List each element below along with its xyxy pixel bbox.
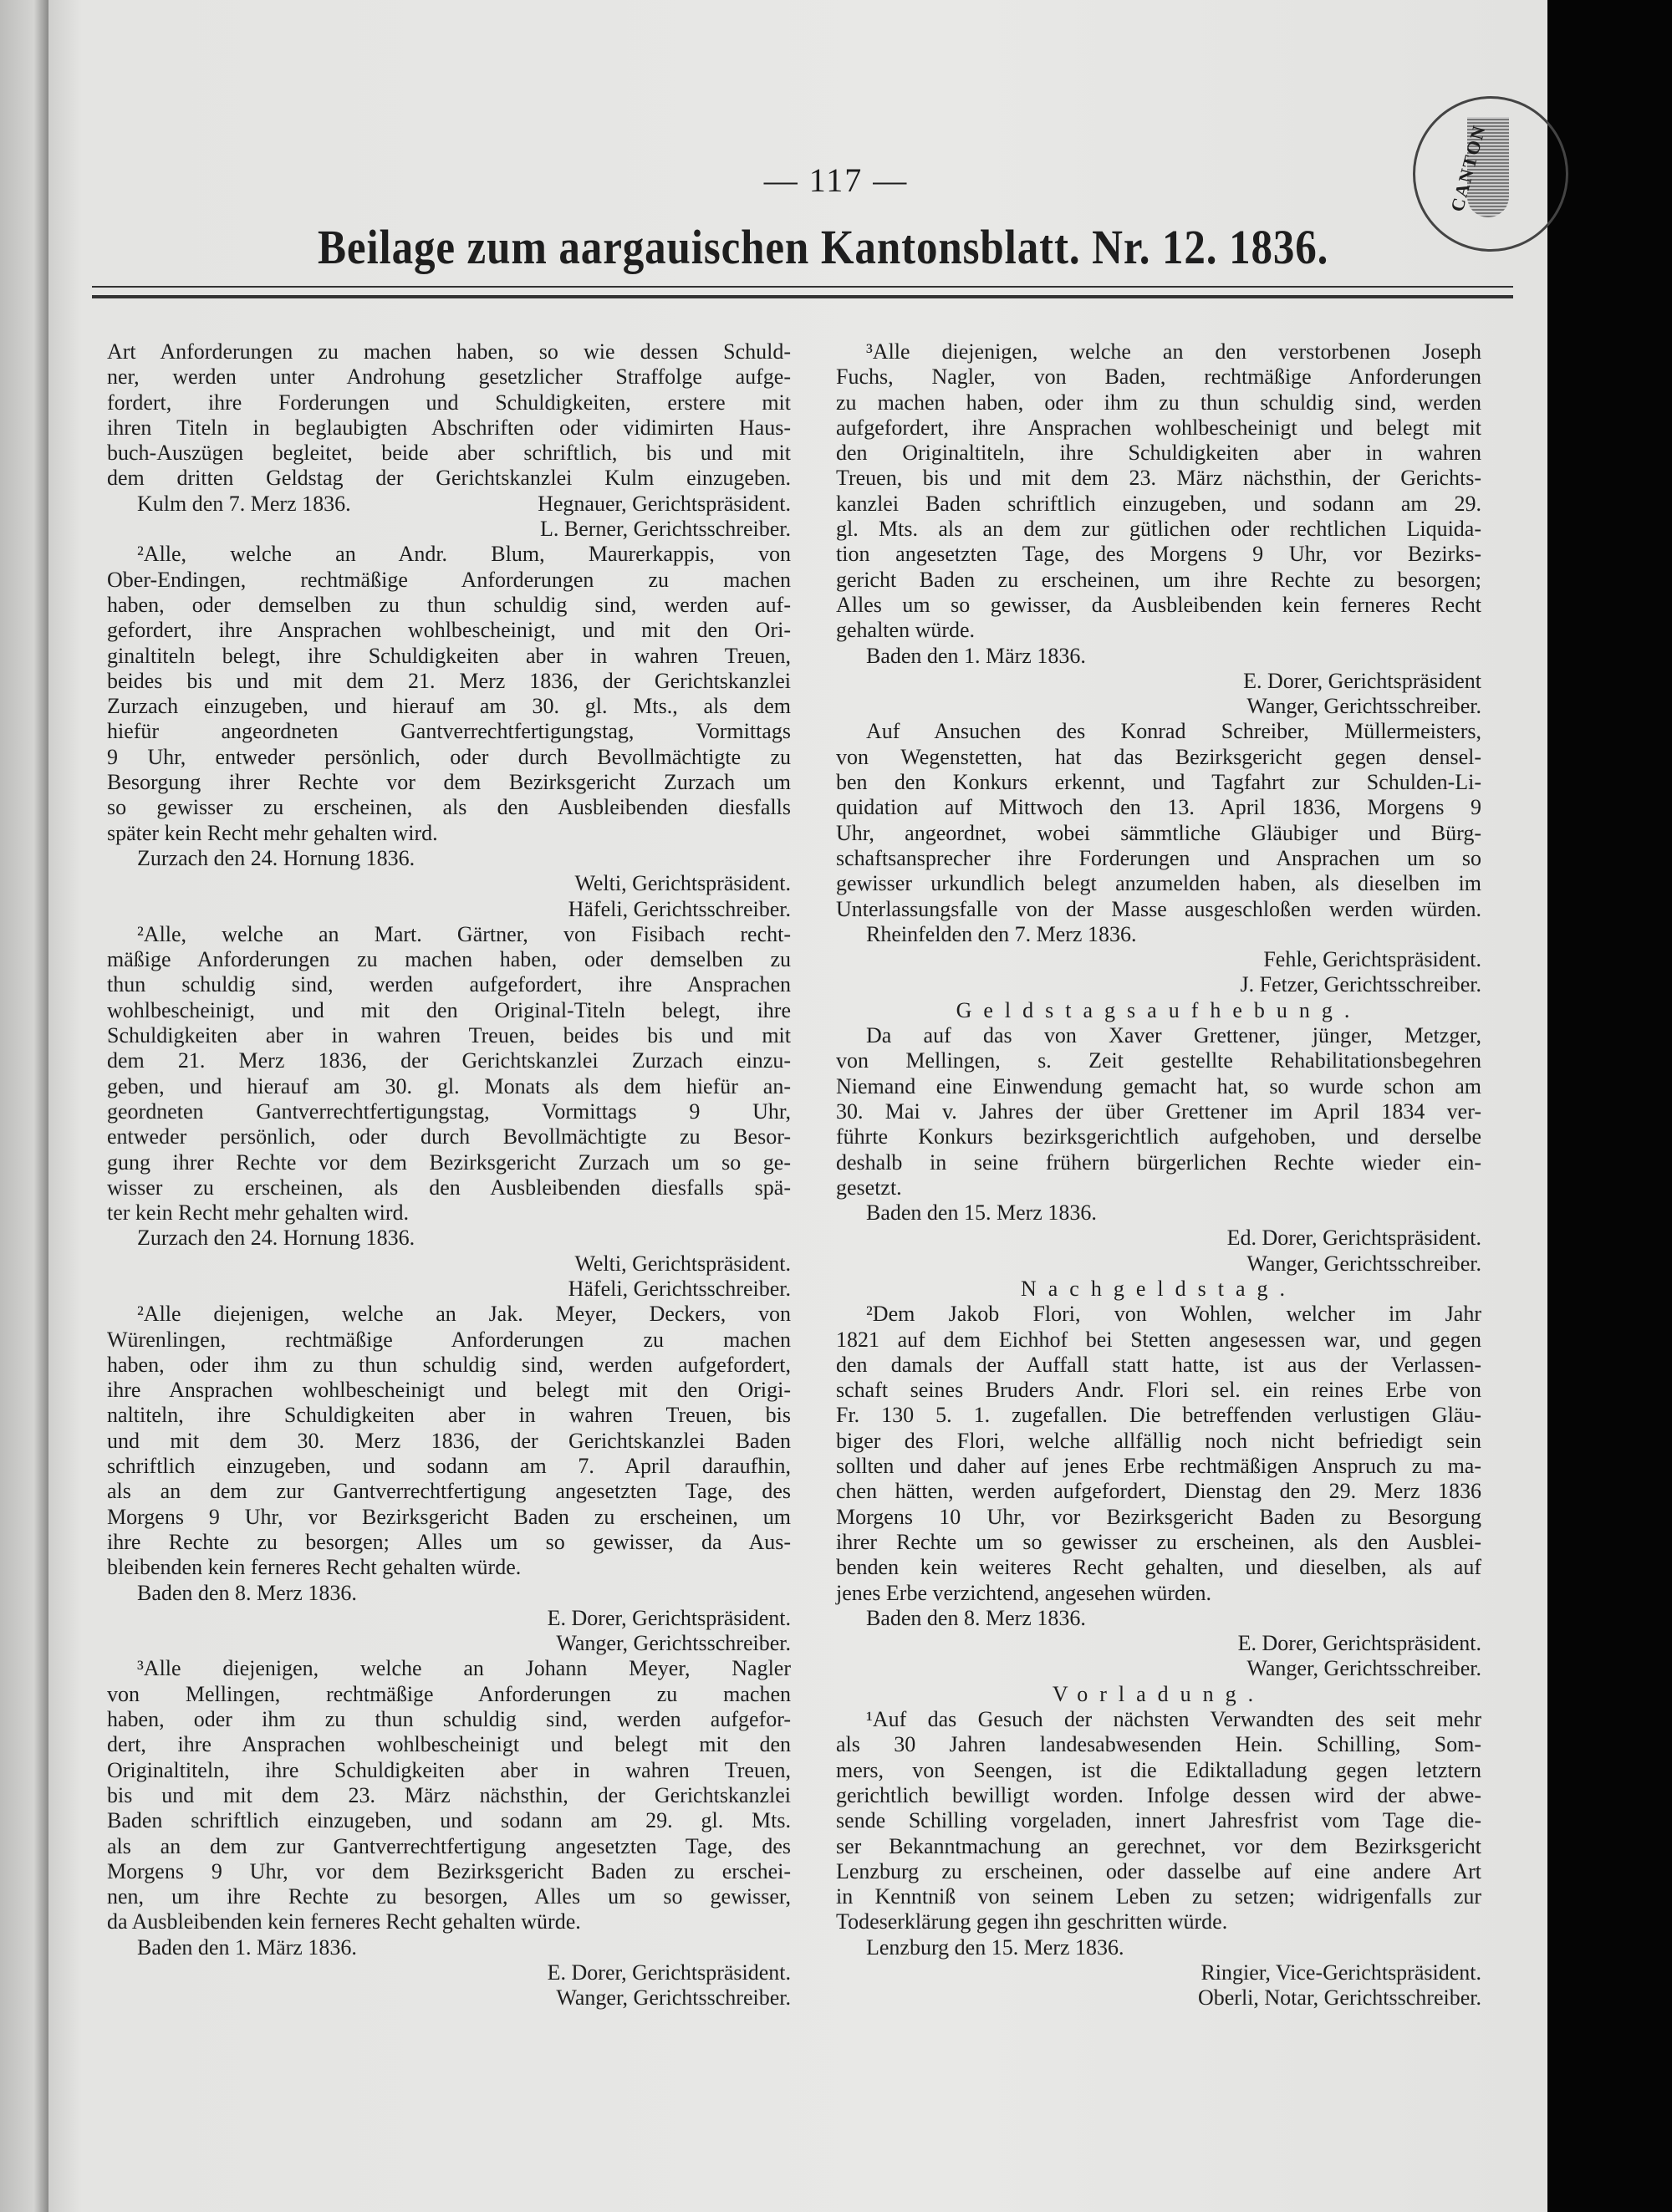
text-line: Lenzburg den 15. Merz 1836. <box>866 1934 1124 1960</box>
text-line: Art Anforderungen zu machen haben, so wie dessen Schuld- <box>107 339 791 364</box>
text-line: dert, ihre Ansprachen wohlbescheinigt und belegt mit den <box>107 1732 791 1757</box>
page-title: Beilage zum aargauischen Kantonsblatt. Nr. 12. 1836. <box>318 220 1329 274</box>
section-heading: Geldstagsaufhebung. <box>956 997 1362 1022</box>
text-line: gesetzt. <box>836 1175 902 1200</box>
text-line: Auf Ansuchen des Konrad Schreiber, Müllermeisters, <box>866 719 1481 744</box>
text-line: Baden den 1. März 1836. <box>866 643 1086 668</box>
text-line: geordneten Gantverrechtfertigungstag, Vormittags 9 Uhr, <box>107 1098 791 1124</box>
text-line: 30. Mai v. Jahres der über Grettener im April 1834 ver- <box>836 1098 1481 1124</box>
previous-page-edge <box>0 0 48 2212</box>
signature-line: Wanger, Gerichtsschreiber. <box>1246 1251 1481 1276</box>
right-column <box>836 339 1481 2011</box>
text-line: 9 Uhr, entweder persönlich, oder durch Bevollmächtigte zu <box>107 744 791 769</box>
text-line: Baden schriftlich einzugeben, und sodann am 29. gl. Mts. <box>107 1808 791 1833</box>
stamp-label: CANTON <box>1446 121 1490 214</box>
text-line: 1821 auf dem Eichhof bei Stetten angesessen war, und gegen <box>836 1327 1481 1352</box>
signature-line: E. Dorer, Gerichtspräsident. <box>547 1960 791 1985</box>
text-line: Morgens 9 Uhr, vor Bezirksgericht Baden zu erscheinen, um <box>107 1504 791 1529</box>
text-line: von Wegenstetten, hat das Bezirksgericht gegen densel- <box>836 744 1481 769</box>
text-line: ihre Rechte zu besorgen; Alles um so gewisser, da Aus- <box>107 1529 791 1554</box>
text-line: Baden den 15. Merz 1836. <box>866 1200 1097 1226</box>
text-line: haben, oder demselben zu thun schuldig sind, werden auf- <box>107 592 791 617</box>
text-line: zu machen haben, oder ihm zu thun schuldig sind, werden <box>836 390 1481 415</box>
text-line: tion angesetzten Tage, des Morgens 9 Uhr, vor Bezirks- <box>836 542 1481 567</box>
text-line: buch-Auszügen begleitet, beide aber schriftlich, bis und mit <box>107 441 791 466</box>
text-line: mäßige Anforderungen zu machen haben, oder demselben zu <box>107 947 791 972</box>
text-line: aufgefordert, ihre Ansprachen wohlbescheinigt und belegt mit <box>836 415 1481 440</box>
text-line: nen, um ihre Rechte zu besorgen, Alles um so gewisser, <box>107 1884 791 1909</box>
text-line: den Originaltiteln, ihre Schuldigkeiten aber in wahren <box>836 441 1481 466</box>
text-line: mers, von Seengen, ist die Ediktalladung gegen letztern <box>836 1757 1481 1782</box>
text-line: später kein Recht mehr gehalten wird. <box>107 820 438 845</box>
text-line: gehalten würde. <box>836 618 976 643</box>
text-line: benden kein weiteres Recht gehalten, und dieselben, als auf <box>836 1555 1481 1580</box>
signature-line: Oberli, Notar, Gerichtsschreiber. <box>1197 1985 1481 2011</box>
archive-stamp <box>1413 96 1568 252</box>
text-line: schaftsansprecher ihre Forderungen und Ansprachen um so <box>836 845 1481 870</box>
text-line: ³Alle diejenigen, welche an den verstorbenen Joseph <box>866 339 1481 364</box>
section-heading: Vorladung. <box>1052 1681 1266 1706</box>
left-column <box>107 339 791 2011</box>
text-line: von Mellingen, s. Zeit gestellte Rehabilitationsbegehren <box>836 1048 1481 1073</box>
text-line: Zurzach den 24. Hornung 1836. <box>137 845 415 870</box>
text-line: fordert, ihre Forderungen und Schuldigkeiten, erstere mit <box>107 390 791 415</box>
text-line: Morgens 9 Uhr, vor dem Bezirksgericht Baden zu erschei- <box>107 1858 791 1883</box>
page-number: — 117 — <box>763 161 909 199</box>
text-line: haben, oder ihm zu thun schuldig sind, werden aufgefor- <box>107 1707 791 1732</box>
text-line: Alles um so gewisser, da Ausbleibenden kein ferneres Recht <box>836 592 1481 617</box>
text-line: Baden den 1. März 1836. <box>137 1934 357 1960</box>
text-line: geben, und hierauf am 30. gl. Monats als dem hiefür an- <box>107 1073 791 1098</box>
signature-line: Wanger, Gerichtsschreiber. <box>1246 694 1481 719</box>
text-line: als an dem zur Gantverrechtfertigung angesetzten Tage, des <box>107 1479 791 1504</box>
text-line: quidation auf Mittwoch den 13. April 1836, Morgens 9 <box>836 795 1481 820</box>
text-line: führte Konkurs bezirksgerichtlich aufgehoben, und derselbe <box>836 1124 1481 1149</box>
text-line: kanzlei Baden schriftlich einzugeben, und sodann am 29. <box>836 491 1481 516</box>
dateline: Kulm den 7. Merz 1836. <box>137 491 351 516</box>
text-line: hiefür angeordneten Gantverrechtfertigungstag, Vormittags <box>107 719 791 744</box>
text-line: ²Alle, welche an Andr. Blum, Maurerkappis, von <box>137 542 791 567</box>
text-line: Treuen, bis und mit dem 23. März nächsthin, der Gerichts- <box>836 466 1481 491</box>
signature-line: E. Dorer, Gerichtspräsident. <box>547 1605 791 1630</box>
signature-line: Welti, Gerichtspräsident. <box>574 871 791 896</box>
text-line: Unterlassungsfalle von der Masse ausgeschloßen werden würden. <box>836 896 1481 921</box>
text-line: gewisser urkundlich belegt anzumelden haben, als dieselben im <box>836 871 1481 896</box>
text-line: wisser zu erscheinen, als den Ausbleibenden diesfalls spä- <box>107 1175 791 1200</box>
signature-line: Welti, Gerichtspräsident. <box>574 1251 791 1276</box>
text-line: entweder persönlich, oder durch Bevollmächtigte zu Besor- <box>107 1124 791 1149</box>
text-line: ter kein Recht mehr gehalten wird. <box>107 1200 409 1226</box>
text-line: deshalb in seine frühern bürgerlichen Rechte wieder ein- <box>836 1149 1481 1175</box>
text-line: bleibenden kein ferneres Recht gehalten würde. <box>107 1555 522 1580</box>
text-line: ³Alle diejenigen, welche an Johann Meyer, Nagler <box>137 1656 791 1681</box>
text-line: ginaltiteln belegt, ihre Schuldigkeiten aber in wahren Treuen, <box>107 643 791 668</box>
text-line: schaft seines Bruders Andr. Flori sel. ein reines Erbe von <box>836 1378 1481 1403</box>
text-line: ²Alle diejenigen, welche an Jak. Meyer, Deckers, von <box>137 1302 791 1327</box>
text-line: Fuchs, Nagler, von Baden, rechtmäßige Anforderungen <box>836 364 1481 390</box>
text-line: gl. Mts. als an dem zur gütlichen oder rechtlichen Liquida- <box>836 517 1481 542</box>
text-line: bis und mit dem 23. März nächsthin, der Gerichtskanzlei <box>107 1782 791 1807</box>
text-line: Originaltiteln, ihre Schuldigkeiten aber in wahren Treuen, <box>107 1757 791 1782</box>
text-line: Besorgung ihrer Rechte vor dem Bezirksgericht Zurzach um <box>107 770 791 795</box>
text-line: sollten und daher auf jenes Erbe rechtmäßigen Anspruch zu ma- <box>836 1454 1481 1479</box>
header-rule <box>92 286 1513 298</box>
text-line: in Kenntniß von seinem Leben zu setzen; widrigenfalls zur <box>836 1884 1481 1909</box>
text-line: Niemand eine Einwendung gemacht hat, so wurde schon am <box>836 1073 1481 1098</box>
text-line: so gewisser zu erscheinen, als den Ausbleibenden diesfalls <box>107 795 791 820</box>
text-line: Da auf das von Xaver Grettener, jünger, Metzger, <box>866 1023 1481 1048</box>
signature-line: Wanger, Gerichtsschreiber. <box>556 1985 791 2011</box>
text-line: haben, oder ihm zu thun schuldig sind, werden aufgefordert, <box>107 1352 791 1377</box>
text-line: Uhr, angeordnet, wobei sämmtliche Gläubiger und Bürg- <box>836 820 1481 845</box>
text-line: Schuldigkeiten aber in wahren Treuen, beides bis und mit <box>107 1023 791 1048</box>
text-line: Rheinfelden den 7. Merz 1836. <box>866 921 1137 946</box>
text-line: chen hätten, werden aufgefordert, Dienstag den 29. Merz 1836 <box>836 1479 1481 1504</box>
text-line: wohlbescheinigt, und mit den Original-Titeln belegt, ihre <box>107 997 791 1022</box>
signature-line: E. Dorer, Gerichtspräsident. <box>1237 1631 1481 1656</box>
text-line: und mit dem 30. Merz 1836, der Gerichtskanzlei Baden <box>107 1428 791 1453</box>
text-line: ben den Konkurs erkennt, und Tagfahrt zur Schulden-Li- <box>836 770 1481 795</box>
text-line: ihre Ansprachen wohlbescheinigt und belegt mit den Origi- <box>107 1378 791 1403</box>
text-line: ¹Auf das Gesuch der nächsten Verwandten des seit mehr <box>866 1707 1481 1732</box>
text-line: ihren Titeln in beglaubigten Abschriften oder vidimirten Haus- <box>107 415 791 440</box>
signature-line: J. Fetzer, Gerichtsschreiber. <box>1240 972 1481 997</box>
text-line: dem dritten Geldstag der Gerichtskanzlei Kulm einzugeben. <box>107 466 791 491</box>
text-line: Ober-Endingen, rechtmäßige Anforderungen zu machen <box>107 567 791 592</box>
text-line: den damals der Auffall statt hatte, ist aus der Verlassen- <box>836 1352 1481 1377</box>
text-line: naltiteln, ihre Schuldigkeiten aber in wahren Treuen, bis <box>107 1403 791 1428</box>
text-line: dem 21. Merz 1836, der Gerichtskanzlei Zurzach einzu- <box>107 1048 791 1073</box>
signature-line: Häfeli, Gerichtsschreiber. <box>568 1276 791 1301</box>
signature-line: Ringier, Vice-Gerichtspräsident. <box>1200 1960 1481 1985</box>
text-line: Morgens 10 Uhr, vor Bezirksgericht Baden zu Besorgung <box>836 1504 1481 1529</box>
text-line: ²Dem Jakob Flori, von Wohlen, welcher im Jahr <box>866 1302 1481 1327</box>
text-line: gericht Baden zu erscheinen, um ihre Rechte zu besorgen; <box>836 567 1481 592</box>
text-line: jenes Erbe verzichtend, angesehen würden. <box>836 1580 1212 1605</box>
text-line: Baden den 8. Merz 1836. <box>137 1580 357 1605</box>
signature-line: Wanger, Gerichtsschreiber. <box>1246 1656 1481 1681</box>
text-line: als an dem zur Gantverrechtfertigung angesetzten Tage, des <box>107 1833 791 1858</box>
text-line: Todeserklärung gegen ihn geschritten würde. <box>836 1909 1228 1934</box>
text-line: von Mellingen, rechtmäßige Anforderungen zu machen <box>107 1681 791 1706</box>
signature-line: Hegnauer, Gerichtspräsident. <box>538 491 791 516</box>
text-line: Würenlingen, rechtmäßige Anforderungen zu machen <box>107 1327 791 1352</box>
text-line: ihrer Rechte um so gewisser zu erscheinen, als den Ausblei- <box>836 1529 1481 1554</box>
text-line: ner, werden unter Androhung gesetzlicher Straffolge aufge- <box>107 364 791 390</box>
text-line: ser Bekanntmachung an gerechnet, vor dem Bezirksgericht <box>836 1833 1481 1858</box>
signature-line: Ed. Dorer, Gerichtspräsident. <box>1226 1226 1481 1251</box>
text-line: Zurzach den 24. Hornung 1836. <box>137 1226 415 1251</box>
text-line: Baden den 8. Merz 1836. <box>866 1605 1086 1630</box>
text-line: ²Alle, welche an Mart. Gärtner, von Fisibach recht- <box>137 921 791 946</box>
text-line: Lenzburg zu erscheinen, oder dasselbe auf eine andere Art <box>836 1858 1481 1883</box>
section-heading: Nachgeldstag. <box>1020 1276 1297 1301</box>
text-line: als 30 Jahren landesabwesenden Hein. Schilling, Som- <box>836 1732 1481 1757</box>
text-line <box>107 492 791 517</box>
text-line: gerichtlich bewilligt worden. Infolge dessen wird der abwe- <box>836 1782 1481 1807</box>
text-line: gung ihrer Rechte vor dem Bezirksgericht Zurzach um so ge- <box>107 1149 791 1175</box>
text-line: beides bis und mit dem 21. Merz 1836, der Gerichtskanzlei <box>107 668 791 693</box>
text-line: sende Schilling vorgeladen, innert Jahresfrist vom Tage die- <box>836 1808 1481 1833</box>
scan-border <box>1547 0 1672 2212</box>
text-line: da Ausbleibenden kein ferneres Recht gehalten würde. <box>107 1909 581 1934</box>
text-line: thun schuldig sind, werden aufgefordert, ihre Ansprachen <box>107 972 791 997</box>
signature-line: Fehle, Gerichtspräsident. <box>1263 947 1481 972</box>
text-line: Fr. 130 5. 1. zugefallen. Die betreffenden verlustigen Gläu- <box>836 1403 1481 1428</box>
signature-line: Häfeli, Gerichtsschreiber. <box>568 896 791 921</box>
signature-line: E. Dorer, Gerichtspräsident <box>1243 668 1481 693</box>
text-line: biger des Flori, welche allfällig noch nicht befriedigt sein <box>836 1428 1481 1453</box>
text-line: gefordert, ihre Ansprachen wohlbescheinigt, und mit den Ori- <box>107 618 791 643</box>
signature-line: Wanger, Gerichtsschreiber. <box>556 1631 791 1656</box>
signature-line: L. Berner, Gerichtsschreiber. <box>539 517 791 542</box>
text-line: schriftlich einzugeben, und sodann am 7. April daraufhin, <box>107 1454 791 1479</box>
text-line: Zurzach einzugeben, und hierauf am 30. gl. Mts., als dem <box>107 694 791 719</box>
